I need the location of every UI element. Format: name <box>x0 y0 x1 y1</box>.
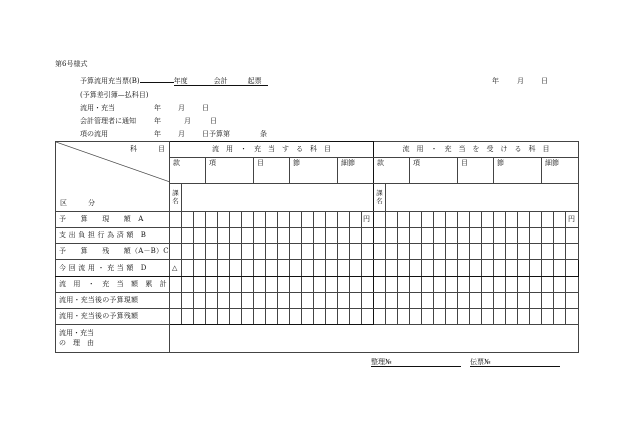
source-division-label: 課名 <box>170 184 182 212</box>
target-col-setsu: 節 <box>494 158 542 184</box>
draft-date-year: 年 <box>492 77 499 85</box>
reason-value[interactable] <box>170 325 579 353</box>
drafted-label: 起票 <box>248 78 268 86</box>
reason-label <box>56 325 170 353</box>
reason-label-line1: 流用・充当 <box>59 329 94 338</box>
form-title <box>80 78 268 86</box>
transfer-year: 年 <box>154 104 161 112</box>
target-division-value <box>386 184 579 212</box>
form-number: 第6号様式 <box>55 60 88 68</box>
source-col-kan: 款 <box>170 158 206 184</box>
item-transfer-year: 年 <box>154 130 161 138</box>
title-text: 予算流用充当票(B) <box>80 77 140 85</box>
reason-row <box>56 325 579 353</box>
notify-day: 日 <box>210 117 217 125</box>
article-label: 条 <box>260 130 267 138</box>
corner-bottom-label: 区 分 <box>60 199 95 207</box>
notify-label: 会計管理者に通知 <box>80 117 136 125</box>
source-col-saisetsu: 細節 <box>338 158 374 184</box>
source-col-moku: 目 <box>254 158 290 184</box>
account-label: 会計 <box>214 78 248 86</box>
transfer-month: 月 <box>178 104 185 112</box>
table-row <box>56 293 579 309</box>
source-division-value <box>182 184 374 212</box>
reason-label-line2: の 理 由 <box>59 338 94 347</box>
source-header: 流 用 ・ 充 当 す る 科 目 <box>170 142 374 158</box>
table-row <box>56 260 579 277</box>
seiri-label: 整理№ <box>371 359 461 367</box>
table-row <box>56 228 579 244</box>
target-col-kou: 項 <box>410 158 458 184</box>
target-yen-label: 円 <box>566 212 579 228</box>
item-transfer-label: 項の流用 <box>80 130 108 138</box>
transfer-table <box>55 141 579 353</box>
target-col-kan: 款 <box>374 158 410 184</box>
table-row <box>56 244 579 260</box>
transfer-day: 日 <box>202 104 209 112</box>
source-col-kou: 項 <box>206 158 254 184</box>
budget-article-prefix: 日予算第 <box>202 130 230 138</box>
target-col-saisetsu: 細節 <box>542 158 579 184</box>
source-col-setsu: 節 <box>290 158 338 184</box>
notify-year: 年 <box>154 117 161 125</box>
corner-cell <box>56 142 170 212</box>
row-label-budget-current: 予 算 現 額 A <box>56 212 170 228</box>
row-label-cumulative: 流 用 ・ 充 当 額 累 計 <box>56 277 170 293</box>
seiri-number <box>371 359 461 367</box>
transfer-label: 流用・充当 <box>80 104 115 112</box>
row-label-post-balance: 流用・充当後の予算残額 <box>56 309 170 325</box>
row-label-current-transfer: 今 回 流 用 ・ 充 当 額 D <box>56 260 170 277</box>
fiscal-year-blank <box>140 82 174 83</box>
denpyo-label: 伝票№ <box>470 359 560 367</box>
target-header: 流 用 ・ 充 当 を 受 け る 科 目 <box>374 142 579 158</box>
table-row <box>56 212 579 228</box>
draft-date-month: 月 <box>517 77 524 85</box>
fiscal-year-label: 年度 <box>174 78 214 86</box>
reserve-label: (予算差引簿—払科目) <box>80 91 149 99</box>
row-label-post-current: 流用・充当後の予算現額 <box>56 293 170 309</box>
row-label-budget-balance: 予 算 残 額（A－B）C <box>56 244 170 260</box>
source-yen-label: 円 <box>362 212 374 228</box>
notify-month: 月 <box>184 117 191 125</box>
table-row <box>56 309 579 325</box>
table-row <box>56 277 579 293</box>
triangle-mark: △ <box>170 260 182 277</box>
item-transfer-month: 月 <box>178 130 185 138</box>
target-col-moku: 目 <box>458 158 494 184</box>
target-division-label: 課名 <box>374 184 386 212</box>
denpyo-number <box>470 359 560 367</box>
row-label-committed: 支 出 負 担 行 為 済 額 B <box>56 228 170 244</box>
draft-date-day: 日 <box>541 77 548 85</box>
corner-top-label: 科 目 <box>130 145 165 153</box>
